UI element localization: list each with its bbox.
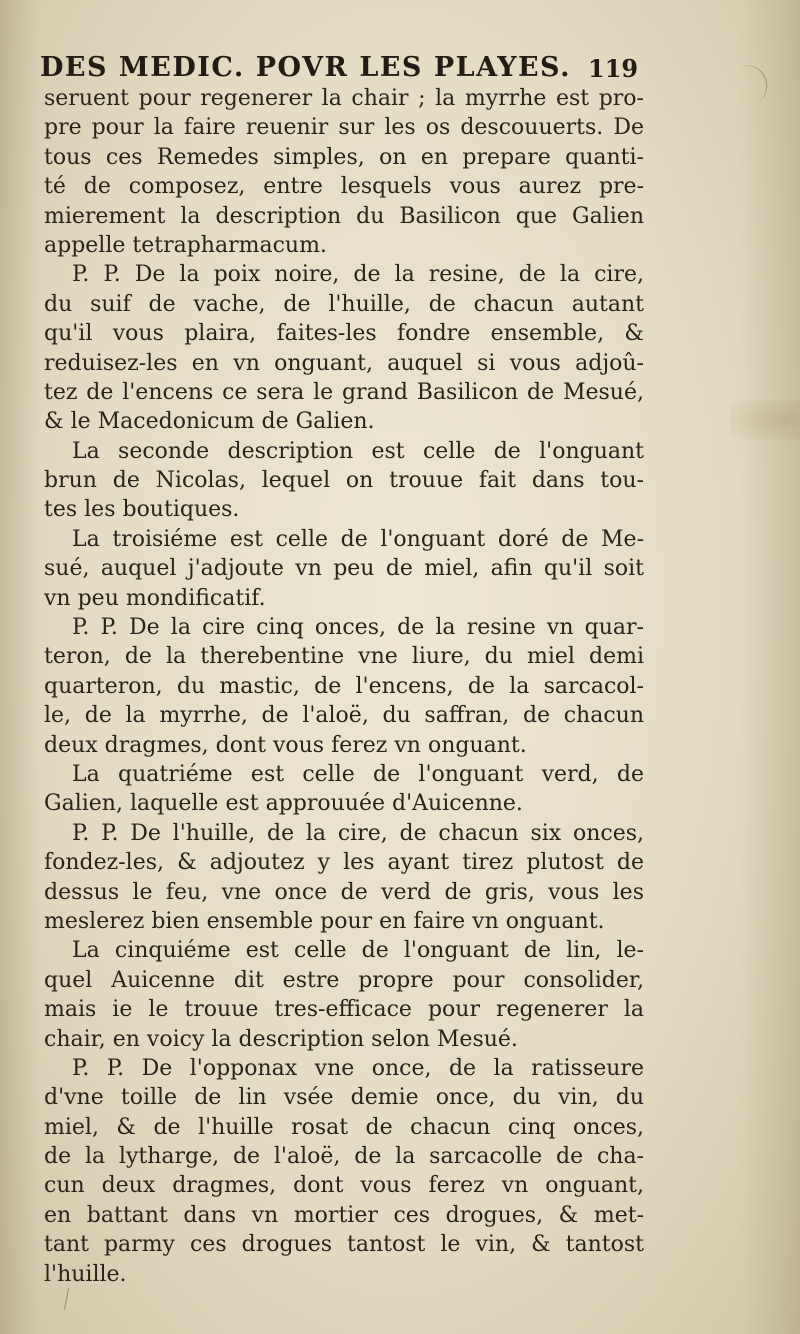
text-line: reduisez-les en vn onguant, auquel si vous adjoû- xyxy=(44,350,644,376)
text-line: qu'il vous plaira, faites-les fondre ensemble, & xyxy=(44,321,644,347)
running-title: DES MEDIC. POVR LES PLAYES. xyxy=(40,52,571,83)
text-line: Galien, laquelle est approuuée d'Auicenne. xyxy=(44,791,523,817)
text-line: du suif de vache, de l'huille, de chacun autant xyxy=(44,291,644,317)
text-line: tant parmy ces drogues tantost le vin, & tantost xyxy=(44,1232,644,1258)
bottom-mark xyxy=(64,1288,75,1310)
text-line: seruent pour regenerer la chair ; la myrrhe est pro- xyxy=(44,86,644,111)
text-line: fondez-les, & adjoutez y les ayant tirez plutost de xyxy=(44,850,644,876)
text-line: tes les boutiques. xyxy=(44,497,240,523)
text-line: mais ie le trouue tres-efficace pour regenerer la xyxy=(44,997,644,1023)
text-line: teron, de la therebentine vne liure, du miel demi xyxy=(44,644,644,670)
text-line: & le Macedonicum de Galien. xyxy=(44,409,375,435)
text-line: appelle tetrapharmacum. xyxy=(44,232,327,258)
text-line: P. P. De la poix noire, de la resine, de la cire, xyxy=(72,262,644,288)
text-line: pre pour la faire reuenir sur les os descouuerts. De xyxy=(44,115,644,141)
page-shadow-right xyxy=(740,0,800,1334)
text-line: brun de Nicolas, lequel on trouue fait dans tou- xyxy=(44,468,644,494)
body-text xyxy=(44,84,644,1289)
page-header xyxy=(40,52,640,88)
paper-stain xyxy=(730,400,800,440)
text-line: d'vne toille de lin vsée demie once, du vin, du xyxy=(44,1085,644,1111)
text-line: chair, en voicy la description selon Mesué. xyxy=(44,1026,518,1052)
page-number: 119 xyxy=(588,54,639,83)
text-line: tez de l'encens ce sera le grand Basilicon de Mesué, xyxy=(44,379,644,405)
text-line: le, de la myrrhe, de l'aloë, du saffran, de chacun xyxy=(44,703,644,729)
text-line: deux dragmes, dont vous ferez vn onguant. xyxy=(44,732,527,758)
text-line: La troisiéme est celle de l'onguant doré de Me- xyxy=(72,526,644,552)
text-line: La quatriéme est celle de l'onguant verd, de xyxy=(72,761,644,787)
page-shadow-left xyxy=(0,0,40,1334)
text-line: l'huille. xyxy=(44,1261,127,1287)
text-line: P. P. De l'huille, de la cire, de chacun six onces, xyxy=(72,820,644,846)
text-line: P. P. De l'opponax vne once, de la ratisseure xyxy=(72,1055,644,1081)
text-line: quarteron, du mastic, de l'encens, de la sarcacol- xyxy=(44,673,644,699)
text-line: quel Auicenne dit estre propre pour consolider, xyxy=(44,967,644,993)
text-line: meslerez bien ensemble pour en faire vn onguant. xyxy=(44,908,605,934)
text-line: miel, & de l'huille rosat de chacun cinq onces, xyxy=(44,1114,644,1140)
text-line: La seconde description est celle de l'onguant xyxy=(72,438,644,464)
text-line: La cinquiéme est celle de l'onguant de lin, le- xyxy=(72,938,644,964)
text-line: de la lytharge, de l'aloë, de la sarcacolle de cha- xyxy=(44,1144,644,1170)
text-line: P. P. De la cire cinq onces, de la resine vn quar- xyxy=(72,615,644,641)
text-line: mierement la description du Basilicon que Galien xyxy=(44,203,644,229)
text-line: sué, auquel j'adjoute vn peu de miel, afin qu'il soit xyxy=(44,556,644,582)
text-line: té de composez, entre lesquels vous aurez pre- xyxy=(44,174,644,200)
text-line: tous ces Remedes simples, on en prepare quanti- xyxy=(44,144,644,170)
text-line: dessus le feu, vne once de verd de gris, vous les xyxy=(44,879,644,905)
text-line: vn peu mondificatif. xyxy=(44,585,266,611)
text-line: en battant dans vn mortier ces drogues, & met- xyxy=(44,1202,644,1228)
text-line: cun deux dragmes, dont vous ferez vn onguant, xyxy=(44,1173,644,1199)
